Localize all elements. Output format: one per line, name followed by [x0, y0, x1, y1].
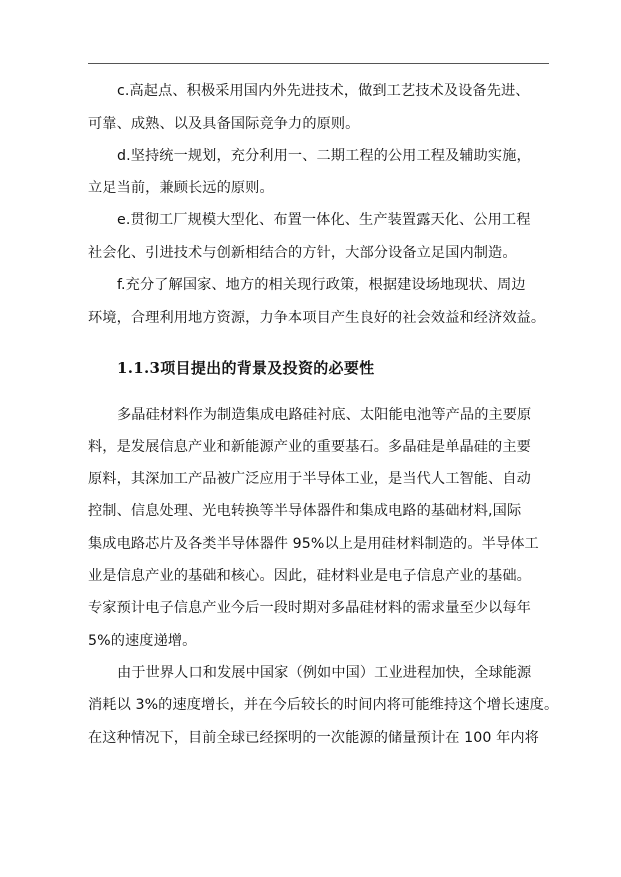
section-heading: 1.1.3项目提出的背景及投资的必要性 [117, 359, 375, 377]
paragraph-1-line-1: 多晶硅材料作为制造集成电路硅衬底、太阳能电池等产品的主要原 [117, 407, 532, 423]
list-item-f-line-2: 环境，合理利用地方资源，力争本项目产生良好的社会效益和经济效益。 [88, 310, 546, 326]
paragraph-1-line-8: 5%的速度递增。 [88, 633, 197, 649]
list-item-e-line-2: 社会化、引进技术与创新相结合的方针，大部分设备立足国内制造。 [88, 245, 517, 261]
paragraph-1-line-4: 控制、信息处理、光电转换等半导体器件和集成电路的基础材料,国际 [88, 503, 522, 519]
list-item-c-line-2: 可靠、成熟、以及具备国际竞争力的原则。 [88, 116, 360, 132]
list-item-f-line-1: f.充分了解国家、地方的相关现行政策，根据建设场地现状、周边 [117, 277, 526, 293]
paragraph-2-line-3: 在这种情况下，目前全球已经探明的一次能源的储量预计在 100 年内将 [88, 730, 539, 746]
list-item-d-line-2: 立足当前，兼顾长远的原则。 [88, 180, 274, 196]
paragraph-2-line-1: 由于世界人口和发展中国家（例如中国）工业进程加快，全球能源 [117, 665, 532, 681]
paragraph-1-line-3: 原料，其深加工产品被广泛应用于半导体工业，是当代人工智能、自动 [88, 471, 531, 487]
paragraph-1-line-7: 专家预计电子信息产业今后一段时期对多晶硅材料的需求量至少以每年 [88, 600, 531, 616]
header-rule [88, 63, 549, 64]
list-item-d-line-1: d.坚持统一规划，充分利用一、二期工程的公用工程及辅助实施， [117, 148, 531, 164]
paragraph-1-line-2: 料，是发展信息产业和新能源产业的重要基石。多晶硅是单晶硅的主要 [88, 439, 531, 455]
paragraph-1-line-5: 集成电路芯片及各类半导体器件 95%以上是用硅材料制造的。半导体工 [88, 536, 539, 552]
paragraph-1-line-6: 业是信息产业的基础和核心。因此，硅材料业是电子信息产业的基础。 [88, 568, 531, 584]
paragraph-2-line-2: 消耗以 3%的速度增长，并在今后较长的时间内将可能维持这个增长速度。 [88, 697, 559, 713]
list-item-e-line-1: e.贯彻工厂规模大型化、布置一体化、生产装置露天化、公用工程 [117, 212, 531, 228]
list-item-c-line-1: c.高起点、积极采用国内外先进技术，做到工艺技术及设备先进、 [117, 83, 530, 99]
